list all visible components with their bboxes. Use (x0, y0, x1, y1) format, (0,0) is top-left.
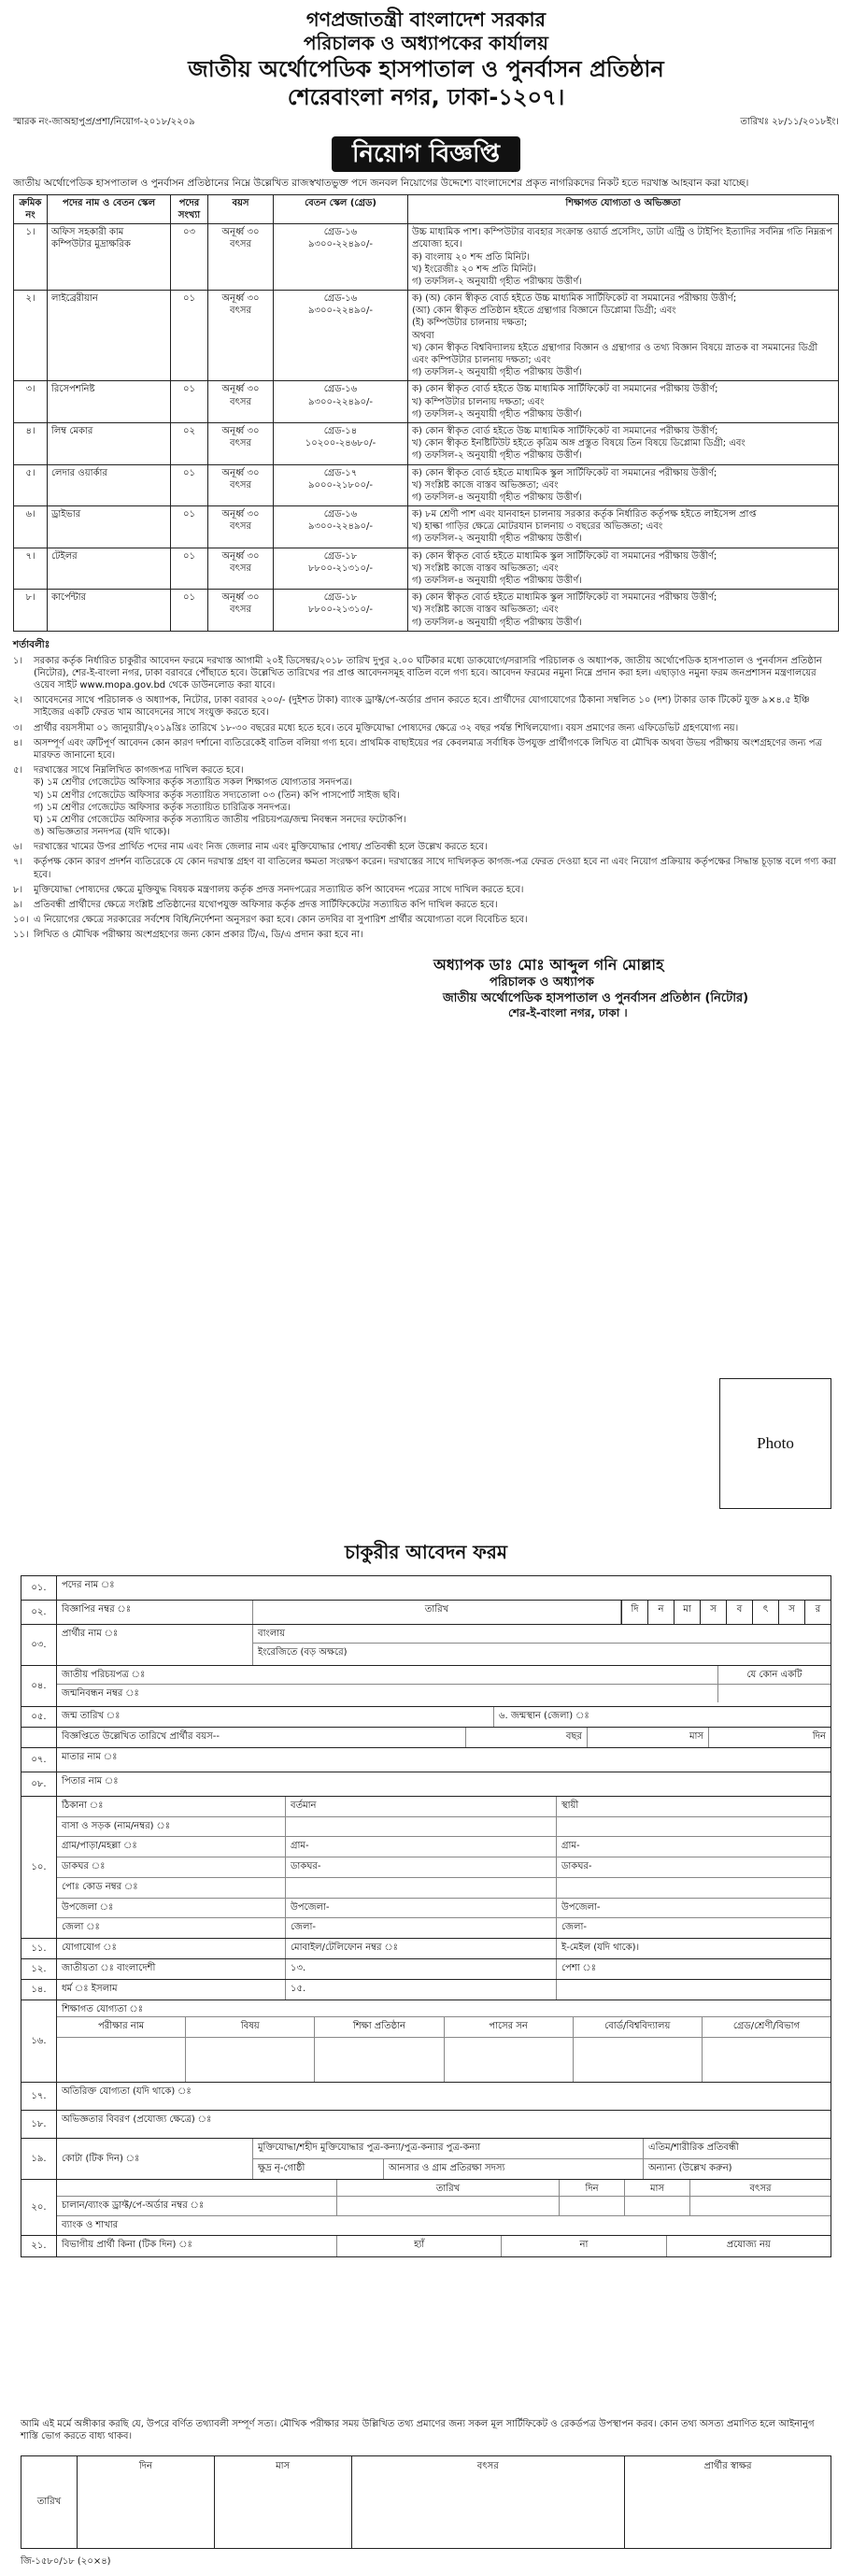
cell-post: ড্রাইভার (48, 506, 171, 548)
form-row-contact: ১১. যোগাযোগ ঃ মোবাইল/টেলিফোন নম্বর ঃ ই-মেইল (যদি থাকে)। (21, 1939, 831, 1959)
cell-age: অনূর্ধ্ব ৩০ বৎসর (208, 224, 274, 291)
condition-text: প্রার্থীর বয়সসীমা ০১ জানুয়ারী/২০১৯খ্রিঃ তারিখে ১৮-৩০ বছরের মধ্যে হতে হবে। তবে মুক্তিযোদ্ধা পোষ্যদের ক্ষেত্রে ৩২ বছর পর্যন্ত শিথিলযোগ্য। বয়স প্রমাণের জন্য এফিডেভিট গ্রহণযোগ্য নয়। (34, 722, 739, 733)
col-qualification: শিক্ষাগত যোগ্যতা ও অভিজ্ঞতা (408, 194, 839, 223)
condition-number: ৯। (13, 900, 23, 911)
education-col-header: পরীক্ষার নাম (57, 2017, 186, 2037)
education-col-header: পাসের সন (445, 2017, 574, 2037)
cell-scale: গ্রেড-১৬ ৯৩০০-২২৪৯০/- (274, 381, 408, 423)
condition-item (13, 722, 839, 734)
birth-reg-field[interactable]: জন্মনিবন্ধন নম্বর ঃ (57, 1685, 718, 1702)
cell-age: অনূর্ধ্ব ৩০ বৎসর (208, 506, 274, 548)
condition-text: অসম্পূর্ণ এবং ত্রুটিপূর্ণ আবেদন কোন কারণ দর্শানো ব্যতিরেকেই বাতিল বলিয়া গণ্য হবে। প্রাথমিক বাছাইয়ের পর কেবলমাত্র সর্বাধিক উপযুক্ত প্রার্থীগণকে লিখিত বা মৌখিক অথবা উভয় পরীক্ষায় অংশগ্রহণের জন্য পত্র মারফত জানানো হবে। (34, 737, 822, 761)
cell-count: ০১ (171, 381, 208, 423)
table-row (14, 381, 839, 423)
quota-freedom-fighter[interactable]: মুক্তিযোদ্ধা/শহীদ মুক্তিযোদ্ধার পুত্র-কন্যা/পুত্র-কন্যার পুত্র-কন্যা (253, 2139, 644, 2158)
age-label: বিজ্ঞপ্তিতে উল্লেখিত তারিখে প্রার্থীর বয়স-- (57, 1728, 466, 1747)
condition-item (13, 764, 839, 838)
present-postcode-field[interactable] (286, 1878, 557, 1898)
education-cell[interactable] (186, 2038, 315, 2082)
condition-number: ২। (13, 695, 23, 706)
col-scale: বেতন স্কেল (গ্রেড) (274, 194, 408, 223)
condition-item (13, 856, 839, 880)
challan-day[interactable] (560, 2197, 625, 2215)
education-col-header: বিষয় (186, 2017, 315, 2037)
education-cell[interactable] (445, 2038, 574, 2082)
condition-number: ১। (13, 655, 23, 666)
form-row-mother: ০৭. মাতার নাম ঃ (21, 1748, 831, 1772)
declaration-month[interactable]: মাস (215, 2456, 352, 2548)
col-age: বয়স (208, 194, 274, 223)
quota-orphan[interactable]: এতিম/শারীরিক প্রতিবন্ধী (648, 2142, 739, 2153)
form-row-father: ০৮. পিতার নাম ঃ (21, 1772, 831, 1797)
form-row-nationality: ১২. জাতীয়তা ঃ বাংলাদেশী ১৩. পেশা ঃ (21, 1959, 831, 1980)
cell-count: ০১ (171, 464, 208, 506)
form-row-education: ১৬. শিক্ষাগত যোগ্যতা ঃ পরীক্ষার নাম বিষয় শিক্ষা প্রতিষ্ঠান পাসের সন বোর্ড/বিশ্ববিদ্যালয় গ্রেড/শ্রেণী/বিভাগ (21, 2000, 831, 2083)
declaration-day[interactable]: দিন (78, 2456, 215, 2548)
declaration-date-label: তারিখ (21, 2456, 78, 2548)
application-form (21, 1575, 831, 2257)
cell-post: লিম্ব মেকার (48, 422, 171, 464)
signature-block (433, 955, 839, 1021)
form-row-experience: ১৮. অভিজ্ঞতার বিবরণ (প্রযোজ্য ক্ষেত্রে) ঃ (21, 2111, 831, 2139)
condition-number: ৮। (13, 884, 23, 895)
condition-item (13, 841, 839, 853)
cell-count: ০১ (171, 590, 208, 632)
cell-post: টেইলর (48, 548, 171, 590)
departmental-no[interactable]: না (502, 2236, 666, 2256)
challan-number-field[interactable]: চালান/ব্যাংক ড্রাফ্ট/পে-অর্ডার নম্বর ঃ (57, 2197, 337, 2215)
signatory-name: অধ্যাপক ডাঃ মোঃ আব্দুল গনি মোল্লাহ (433, 955, 664, 974)
conditions-list (13, 655, 839, 942)
occupation-field[interactable]: পেশা ঃ (561, 1963, 597, 1973)
education-col-header: শিক্ষা প্রতিষ্ঠান (315, 2017, 444, 2037)
cell-no: ৫। (14, 464, 48, 506)
condition-number: ১০। (13, 915, 29, 926)
print-code: জি-১৫৮০/১৮ (২০×৪) (21, 2556, 111, 2567)
cell-count: ০২ (171, 422, 208, 464)
condition-item (13, 737, 839, 761)
ad-date-label: তারিখ (253, 1601, 621, 1624)
cell-no: ২। (14, 291, 48, 381)
challan-year[interactable] (690, 2197, 831, 2215)
cell-count: ০১ (171, 291, 208, 381)
quota-other[interactable]: অন্যান্য (উল্লেখ করুন) (648, 2163, 732, 2173)
col-count: পদের সংখ্যা (171, 194, 208, 223)
form-row-quota: ১৯. কোটা (টিক দিন) ঃ মুক্তিযোদ্ধা/শহীদ মুক্তিযোদ্ধার পুত্র-কন্যা/পুত্র-কন্যার পুত্র-কন্যা এতিম/শারীরিক প্রতিবন্ধী ক্ষুদ্র নৃ-গোষ্ঠী আনসার ও গ্রাম প্রতিরক্ষা সদস্য অন্যান্য (উল্লেখ করুন) (21, 2139, 831, 2180)
condition-number: ৭। (13, 857, 23, 868)
condition-item (13, 899, 839, 911)
cell-count: ০১ (171, 548, 208, 590)
date-box[interactable]: ন (647, 1601, 674, 1624)
present-post-field[interactable]: ডাকঘর- (286, 1857, 557, 1877)
cell-qual: ক) কোন স্বীকৃত বোর্ড হইতে উচ্চ মাধ্যমিক সার্টিফিকেট বা সমমানের পরীক্ষায় উত্তীর্ণ; খ) কোন স্বীকৃত ইনষ্টিটিউট হইতে কৃত্রিম অঙ্গ প্রস্তুত বিষয়ে তিন বিষয়ে ডিপ্লোমা ডিগ্রী; এবং গ) তফসিল-২ অনুযায়ী গৃহীত পরীক্ষায় উত্তীর্ণ। (408, 422, 839, 464)
condition-number: ৪। (13, 737, 23, 748)
conditions-title: শর্তাবলীঃ (13, 638, 50, 650)
present-district-field[interactable]: জেলা- (286, 1918, 557, 1938)
form-row-age (21, 1728, 831, 1748)
notice-banner: নিয়োগ বিজ্ঞপ্তি (332, 136, 520, 172)
condition-text: সরকার কর্তৃক নির্ধারিত চাকুরীর আবেদন ফরমে দরখাস্ত আগামী ২০ই ডিসেম্বর/২০১৮ তারিখ দুপুর ২.০০ ঘটিকার মধ্যে ডাকযোগে/সরাসরি পরিচালক ও অধ্যাপক, জাতীয় অর্থোপেডিক হাসপাতাল ও পুনর্বাসন প্রতিষ্ঠান (নিটোর), শের-ই-বাংলা নগর, ঢাকা বরাবরে পৌঁছাতে হবে। উল্লেখিত তারিখের পর প্রাপ্ত আবেদনসমূহ বাতিল বলে গণ্য হবে। আবেদন ফরমের নমুনা নিম্নে প্রদান করা হল। এছাড়াও নমুনা ফরম জনপ্রশাসন মন্ত্রণালয়ের ওয়েব সাইট www.mopa.gov.bd থেকে ডাউনলোড করা যাবে। (34, 655, 822, 691)
post-name-field[interactable]: পদের নাম ঃ (62, 1580, 115, 1590)
permanent-district-field[interactable]: জেলা- (561, 1922, 587, 1933)
cell-qual: ক) (অ) কোন স্বীকৃত বোর্ড হইতে উচ্চ মাধ্যমিক সার্টিফিকেট বা সমমানের পরীক্ষায় উত্তীর্ণ; (আ) কোন স্বীকৃত প্রতিষ্ঠান হইতে গ্রন্থাগার বিজ্ঞানে ডিপ্লোমা ডিগ্রী; এবং (ই) কম্পিউটার চালনায় দক্ষতা; অথবা খ) কোন স্বীকৃত বিশ্ববিদ্যালয় হইতে গ্রন্থাগার বিজ্ঞান ও গ্রন্থাগার ও তথ্য বিজ্ঞান বিষয়ে স্নাতক বা সমমানের ডিগ্রী এবং কম্পিউটার চালনায় দক্ষতা; এবং গ) তফসিল-২ অনুযায়ী গৃহীত পরীক্ষায় উত্তীর্ণ। (408, 291, 839, 381)
age-months[interactable]: মাস (588, 1728, 709, 1747)
signatory-address: শের-ই-বাংলা নগর, ঢাকা । (508, 1006, 628, 1020)
cell-post: কার্পেন্টার (48, 590, 171, 632)
header-line-3: জাতীয় অর্থোপেডিক হাসপাতাল ও পুনর্বাসন প্রতিষ্ঠান (188, 56, 664, 83)
condition-text: এ নিয়োগের ক্ষেত্রে সরকারের সর্বশেষ বিধি/নির্দেশনা অনুসরণ করা হবে। কোন তদবির বা সুপারিশ প্রার্থীর অযোগ্যতা বলে বিবেচিত হবে। (34, 915, 528, 926)
cell-scale: গ্রেড-১৬ ৯৩০০-২২৪৯০/- (274, 291, 408, 381)
birthplace-field[interactable]: ৬. জন্মস্থান (জেলা) ঃ (499, 1711, 589, 1721)
permanent-post-field[interactable]: ডাকঘর- (561, 1861, 592, 1872)
cell-scale: গ্রেড-১৬ ৯৩০০-২২৪৯০/- (274, 224, 408, 291)
condition-item (13, 884, 839, 896)
quota-ansar[interactable]: আনসার ও গ্রাম প্রতিরক্ষা সদস্য (384, 2159, 644, 2179)
cell-qual: ক) কোন স্বীকৃত বোর্ড হইতে মাধ্যমিক স্কুল সার্টিফিকেট বা সমমানের পরীক্ষায় উত্তীর্ণ; খ) সংশ্লিষ্ট কাজে বাস্তব অভিজ্ঞতা; এবং গ) তফসিল-৪ অনুযায়ী গৃহীত পরীক্ষায় উত্তীর্ণ। (408, 590, 839, 632)
declaration-box (21, 2455, 831, 2549)
condition-text: লিখিত ও মৌখিক পরীক্ষায় অংশগ্রহণের জন্য কোন প্রকার টি/এ, ডি/এ প্রদান করা হবে না। (34, 930, 363, 941)
condition-number: ৬। (13, 842, 23, 853)
header-line-1: গণপ্রজাতন্ত্রী বাংলাদেশ সরকার (305, 8, 547, 31)
form-row-nid: ০৪. জাতীয় পরিচয়পত্র ঃ যে কোন একটি জন্মনিবন্ধন নম্বর ঃ (21, 1666, 831, 1707)
header-line-4: শেরেবাংলা নগর, ঢাকা-১২০৭। (287, 84, 565, 111)
condition-text: দরখাস্তের সাথে নিম্নলিখিত কাগজপত্র দাখিল করতে হবে। ক) ১ম শ্রেণীর গেজেটেড অফিসার কর্তৃক সত্যায়িত সকল শিক্ষাগত যোগ্যতার সনদপত্র। খ) ১ম শ্রেণীর গেজেটেড অফিসার কর্তৃক সত্যায়িত সদ্যতোলা ০৩ (তিন) কপি পাসপোর্ট সাইজ ছবি। গ) ১ম শ্রেণীর গেজেটেড অফিসার কর্তৃক সত্যায়িত চারিত্রিক সনদপত্র। ঘ) ১ম শ্রেণীর গেজেটেড অফিসার কর্তৃক সত্যায়িত জাতীয় পরিচয়পত্র/জন্ম নিবন্ধন সনদের ফটোকপি। ঙ) অভিজ্ঞতার সনদপত্র (যদি থাকে)। (34, 765, 406, 838)
form-row-dob: ০৫. জন্ম তারিখ ঃ ৬. জন্মস্থান (জেলা) ঃ (21, 1707, 831, 1728)
father-name-field[interactable]: পিতার নাম ঃ (62, 1776, 119, 1786)
applicant-signature[interactable]: প্রার্থীর স্বাক্ষর (703, 2461, 752, 2471)
condition-text: মুক্তিযোদ্ধা পোষ্যদের ক্ষেত্রে মুক্তিযুদ্ধ বিষয়ক মন্ত্রণালয় কর্তৃক প্রদত্ত সনদপত্রের সত্যায়িত কপি আবেদন পত্রের সাথে দাখিল করতে হবে। (34, 884, 524, 895)
form-row-religion: ১৪. ধর্ম ঃ ইসলাম ১৫. (21, 1980, 831, 2000)
email-field[interactable]: ই-মেইল (যদি থাকে)। (561, 1943, 640, 1953)
education-col-header: গ্রেড/শ্রেণী/বিভাগ (732, 2021, 801, 2031)
condition-text: প্রতিবন্ধী প্রার্থীদের ক্ষেত্রে সংশ্লিষ্ট প্রতিষ্ঠানের যথোপযুক্ত অফিসার কর্তৃক প্রদত্ত সার্টিফিকেটের সত্যায়িত কপি দাখিল করতে হবে। (34, 900, 498, 911)
education-col-header: বোর্ড/বিশ্ববিদ্যালয় (574, 2017, 703, 2037)
memo-number: স্মারক নং-জাঅহাপুপ্র/প্রশা/নিয়োগ-২০১৮/২২০৯ (13, 117, 195, 128)
cell-scale: গ্রেড-১৮ ৮৮০০-২১৩১০/- (274, 548, 408, 590)
dob-field[interactable]: জন্ম তারিখ ঃ (57, 1707, 494, 1727)
condition-text: কর্তৃপক্ষ কোন কারণ প্রদর্শন ব্যতিরেকে যে কোন দরখাস্ত গ্রহণ বা বাতিলের ক্ষমতা সংরক্ষণ করেন। দরখাস্তের সাথে দাখিলকৃত কাগজ-পত্র ফেরত দেওয়া হবে না এবং নিয়োগ প্রক্রিয়ায় কর্তৃপক্ষের সিদ্ধান্ত চূড়ান্ত বলে গণ্য করা হবে। (34, 857, 836, 880)
departmental-na[interactable]: প্রযোজ্য নয় (726, 2240, 771, 2250)
gender-field[interactable]: ১৩. (286, 1959, 557, 1979)
education-table-header (57, 2017, 831, 2038)
name-english-field[interactable]: ইংরেজিতে (বড় অক্ষরে) (258, 1647, 348, 1658)
cell-scale: গ্রেড-১৮ ৮৮০০-২১৩১০/- (274, 590, 408, 632)
condition-item (13, 914, 839, 926)
cell-scale: গ্রেড-১৬ ৯৩০০-২২৪৯০/- (274, 506, 408, 548)
cell-age: অনূর্ধ্ব ৩০ বৎসর (208, 590, 274, 632)
education-cell[interactable] (57, 2038, 186, 2082)
form-row-ad-number: ০২. বিজ্ঞাপির নম্বর ঃ তারিখ দি ন মা স ব ৎ স র (21, 1601, 831, 1625)
ad-number-field[interactable]: বিজ্ঞাপির নম্বর ঃ (57, 1601, 253, 1624)
date-box[interactable]: দি (621, 1601, 647, 1624)
cell-qual: ক) ৮ম শ্রেণী পাশ এবং যানবাহন চালনায় সরকার কর্তৃক নির্ধারিত কর্তৃপক্ষ হইতে লাইসেন্স প্রাপ্ত খ) হাল্কা গাড়ির ক্ষেত্রে মোটরযান চালনায় ৩ বছরের অভিজ্ঞতা; এবং গ) তফসিল-২ অনুযায়ী গৃহীত পরীক্ষায় উত্তীর্ণ। (408, 506, 839, 548)
condition-number: ৩। (13, 722, 23, 733)
date-box[interactable]: স (778, 1601, 804, 1624)
cell-count: ০১ (171, 506, 208, 548)
age-days[interactable]: দিন (812, 1731, 826, 1742)
posts-table-header (14, 194, 839, 223)
cell-no: ৩। (14, 381, 48, 423)
cell-no: ৭। (14, 548, 48, 590)
table-row (14, 291, 839, 381)
experience-field[interactable]: অভিজ্ঞতার বিবরণ (প্রযোজ্য ক্ষেত্রে) ঃ (62, 2114, 212, 2125)
form-row-post-name[interactable]: ০১. পদের নাম ঃ (21, 1576, 831, 1601)
religion-field[interactable]: ধর্ম ঃ ইসলাম (57, 1980, 286, 2000)
intro-text: জাতীয় অর্থোপেডিক হাসপাতাল ও পুনর্বাসন প্রতিষ্ঠানের নিম্নে উল্লেখিত রাজস্বখাতভুক্ত পদে জনবল নিয়োগের উদ্দেশ্যে বাংলাদেশের প্রকৃত নাগরিকদের নিকট হতে দরখাস্ত আহবান করা যাচ্ছে। (13, 177, 749, 189)
education-cell[interactable] (703, 2038, 831, 2082)
present-village-field[interactable]: গ্রাম- (286, 1837, 557, 1857)
signatory-title: পরিচালক ও অধ্যাপক (490, 975, 594, 989)
cell-age: অনূর্ধ্ব ৩০ বৎসর (208, 381, 274, 423)
challan-month[interactable] (625, 2197, 690, 2215)
header (13, 7, 839, 112)
form-title: চাকুরীর আবেদন ফরম (345, 1541, 507, 1563)
condition-text: আবেদনের সাথে পরিচালক ও অধ্যাপক, নিটোর, ঢাকা বরাবর ২০০/- (দুইশত টাকা) ব্যাংক ড্রাফ্ট/পে-অর্ডার প্রদান করতে হবে। প্রার্থীদের যোগাযোগের ঠিকানা সম্বলিত ১০ (দশ) টাকার ডাক টিকেট যুক্ত ৯×৪.৫ ইঞ্চি সাইজের একটি ফেরত খাম আবেদনের সাথে সংযুক্ত করতে হবে। (34, 695, 810, 719)
date-boxes[interactable] (621, 1601, 831, 1624)
permanent-upazila-field[interactable]: উপজেলা- (561, 1901, 601, 1913)
education-cell[interactable] (315, 2038, 444, 2082)
form-row-challan: ২০. তারিখ দিন মাস বৎসর চালান/ব্যাংক ড্রাফ্ট/পে-অর্ডার নম্বর ঃ ব্যাংক ও শাখার (21, 2180, 831, 2236)
cell-qual: ক) কোন স্বীকৃত বোর্ড হইতে উচ্চ মাধ্যমিক সার্টিফিকেট বা সমমানের পরীক্ষায় উত্তীর্ণ; খ) কম্পিউটার চালনায় দক্ষতা; এবং গ) তফসিল-২ অনুযায়ী গৃহীত পরীক্ষায় উত্তীর্ণ। (408, 381, 839, 423)
cell-qual: ক) কোন স্বীকৃত বোর্ড হইতে মাধ্যমিক স্কুল সার্টিফিকেট বা সমমানের পরীক্ষায় উত্তীর্ণ; খ) সংশ্লিষ্ট কাজে বাস্তব অভিজ্ঞতা; এবং গ) তফসিল-৪ অনুযায়ী গৃহীত পরীক্ষায় উত্তীর্ণ। (408, 548, 839, 590)
nationality-field[interactable]: জাতীয়তা ঃ বাংলাদেশী (57, 1959, 286, 1979)
date-box[interactable]: মা (674, 1601, 700, 1624)
date-box[interactable]: ব (726, 1601, 752, 1624)
any-one-note: যে কোন একটি (746, 1670, 802, 1680)
cell-age: অনূর্ধ্ব ৩০ বৎসর (208, 422, 274, 464)
cell-no: ৬। (14, 506, 48, 548)
table-row (14, 464, 839, 506)
education-cell[interactable] (574, 2038, 703, 2082)
header-line-2: পরিচালক ও অধ্যাপকের কার্যালয় (304, 32, 548, 55)
signatory-org: জাতীয় অর্থোপেডিক হাসপাতাল ও পুনর্বাসন প্রতিষ্ঠান (নিটোর) (443, 990, 749, 1005)
condition-number: ৫। (13, 765, 23, 776)
bank-branch-field[interactable]: ব্যাংক ও শাখার (62, 2220, 119, 2230)
reference-row (13, 116, 839, 128)
cell-age: অনূর্ধ্ব ৩০ বৎসর (208, 548, 274, 590)
cell-no: ৮। (14, 590, 48, 632)
permanent-village-field[interactable]: গ্রাম- (561, 1841, 580, 1852)
table-row (14, 224, 839, 291)
quota-ethnic[interactable]: ক্ষুদ্র নৃ-গোষ্ঠী (253, 2159, 384, 2179)
applicant-name-label: প্রার্থীর নাম ঃ (57, 1625, 253, 1665)
present-upazila-field[interactable]: উপজেলা- (286, 1899, 557, 1918)
condition-number: ১১। (13, 930, 29, 941)
date-box[interactable]: স (700, 1601, 726, 1624)
name-bangla-field[interactable]: বাংলায় (258, 1629, 286, 1639)
cell-qual: উচ্চ মাধ্যমিক পাশ। কম্পিউটার ব্যবহার সংক্রান্ত ওয়ার্ড প্রসেসিং, ডাটা এন্ট্রি ও টাইপিং ইত্যাদির সর্বনিম্ন গতি নিম্নরূপ প্রযোজ্য হবে। ক) বাংলায় ২০ শব্দ প্রতি মিনিট। খ) ইংরেজীঃ ২০ শব্দ প্রতি মিনিট। গ) তফসিল-২ অনুযায়ী গৃহীত পরীক্ষায় উত্তীর্ণ। (408, 224, 839, 291)
cell-post: অফিস সহকারী কাম কম্পিউটার মুদ্রাক্ষরিক (48, 224, 171, 291)
table-row (14, 590, 839, 632)
posts-table (13, 194, 839, 632)
col-serial: ক্রমিক নং (14, 194, 48, 223)
cell-qual: ক) কোন স্বীকৃত বোর্ড হইতে মাধ্যমিক স্কুল সার্টিফিকেট বা সমমানের পরীক্ষায় উত্তীর্ণ; খ) সংশ্লিষ্ট কাজে বাস্তব অভিজ্ঞতা; এবং গ) তফসিল-৪ অনুযায়ী গৃহীত পরীক্ষায় উত্তীর্ণ। (408, 464, 839, 506)
date-box[interactable]: ৎ (752, 1601, 778, 1624)
permanent-postcode-field[interactable] (557, 1878, 831, 1898)
memo-date: তারিখঃ ২৮/১১/২০১৮ইং। (740, 117, 839, 128)
cell-scale: গ্রেড-১৪ ১০২০০-২৪৬৮০/- (274, 422, 408, 464)
cell-no: ১। (14, 224, 48, 291)
form-row-address: ১০. ঠিকানা ঃ বর্তমান স্থায়ী বাসা ও সড়ক (নাম/নম্বর) ঃ গ্রাম/পাড়া/মহল্লা ঃ গ্রাম- গ্রাম- ডাকঘর ঃ ডাকঘর- ডাকঘর- পোঃ কোড নম্বর ঃ উপজেলা ঃ উপজেলা- উপজেলা- জেলা ঃ জেলা- জেলা- (21, 1797, 831, 1939)
cell-post: লাইব্রেরীয়ান (48, 291, 171, 381)
condition-item (13, 694, 839, 719)
form-row-departmental: ২১. বিভাগীয় প্রার্থী কিনা (টিক দিন) ঃ হ্যাঁ না প্রযোজ্য নয় (21, 2236, 831, 2256)
cell-no: ৪। (14, 422, 48, 464)
condition-item (13, 655, 839, 692)
age-years[interactable]: বছর (466, 1728, 588, 1747)
cell-post: লেদার ওয়ার্কার (48, 464, 171, 506)
permanent-house-field[interactable] (557, 1817, 831, 1837)
col-post: পদের নাম ও বেতন স্কেল (48, 194, 171, 223)
condition-item (13, 929, 839, 941)
date-box[interactable]: র (804, 1601, 831, 1624)
mother-name-field[interactable]: মাতার নাম ঃ (62, 1752, 118, 1762)
photo-box[interactable]: Photo (719, 1378, 831, 1509)
cell-post: রিসেপশনিষ্ট (48, 381, 171, 423)
cell-age: অনূর্ধ্ব ৩০ বৎসর (208, 464, 274, 506)
condition-text: দরখাস্তের খামের উপর প্রার্থিত পদের নাম এবং নিজ জেলার নাম এবং মুক্তিযোদ্ধার পোষ্য/ প্রতিবন্ধী হলে উল্লেখ করতে হবে। (34, 842, 488, 853)
present-house-field[interactable] (286, 1817, 557, 1837)
nid-field[interactable]: জাতীয় পরিচয়পত্র ঃ (57, 1666, 718, 1684)
declaration-year[interactable]: বৎসর (476, 2461, 499, 2471)
cell-age: অনূর্ধ্ব ৩০ বৎসর (208, 291, 274, 381)
declaration-text: আমি এই মর্মে অঙ্গীকার করছি যে, উপরে বর্ণিত তথ্যাবলী সম্পূর্ণ সত্য। মৌখিক পরীক্ষার সময় উল্লিখিত তথ্য প্রমাণের জন্য সকল মূল সার্টিফিকেট ও রেকর্ডপত্র উপস্থাপন করব। কোন তথ্য অসত্য প্রমাণিত হলে আইনানুগ শাস্তি ভোগ করতে বাধ্য থাকব। (21, 2419, 815, 2442)
departmental-yes[interactable]: হ্যাঁ (337, 2236, 502, 2256)
form-row-name: ০৩. প্রার্থীর নাম ঃ বাংলায় ইংরেজিতে (বড় অক্ষরে) (21, 1625, 831, 1666)
table-row (14, 506, 839, 548)
mobile-field[interactable]: মোবাইল/টেলিফোন নম্বর ঃ (286, 1939, 557, 1958)
table-row (14, 548, 839, 590)
education-table-body[interactable] (57, 2038, 831, 2082)
cell-scale: গ্রেড-১৭ ৯০০০-২১৮০০/- (274, 464, 408, 506)
additional-qualification-field[interactable]: অতিরিক্ত যোগ্যতা (যদি থাকে) ঃ (62, 2086, 192, 2097)
table-row (14, 422, 839, 464)
cell-count: ০৩ (171, 224, 208, 291)
form-row-additional: ১৭. অতিরিক্ত যোগ্যতা (যদি থাকে) ঃ (21, 2083, 831, 2111)
